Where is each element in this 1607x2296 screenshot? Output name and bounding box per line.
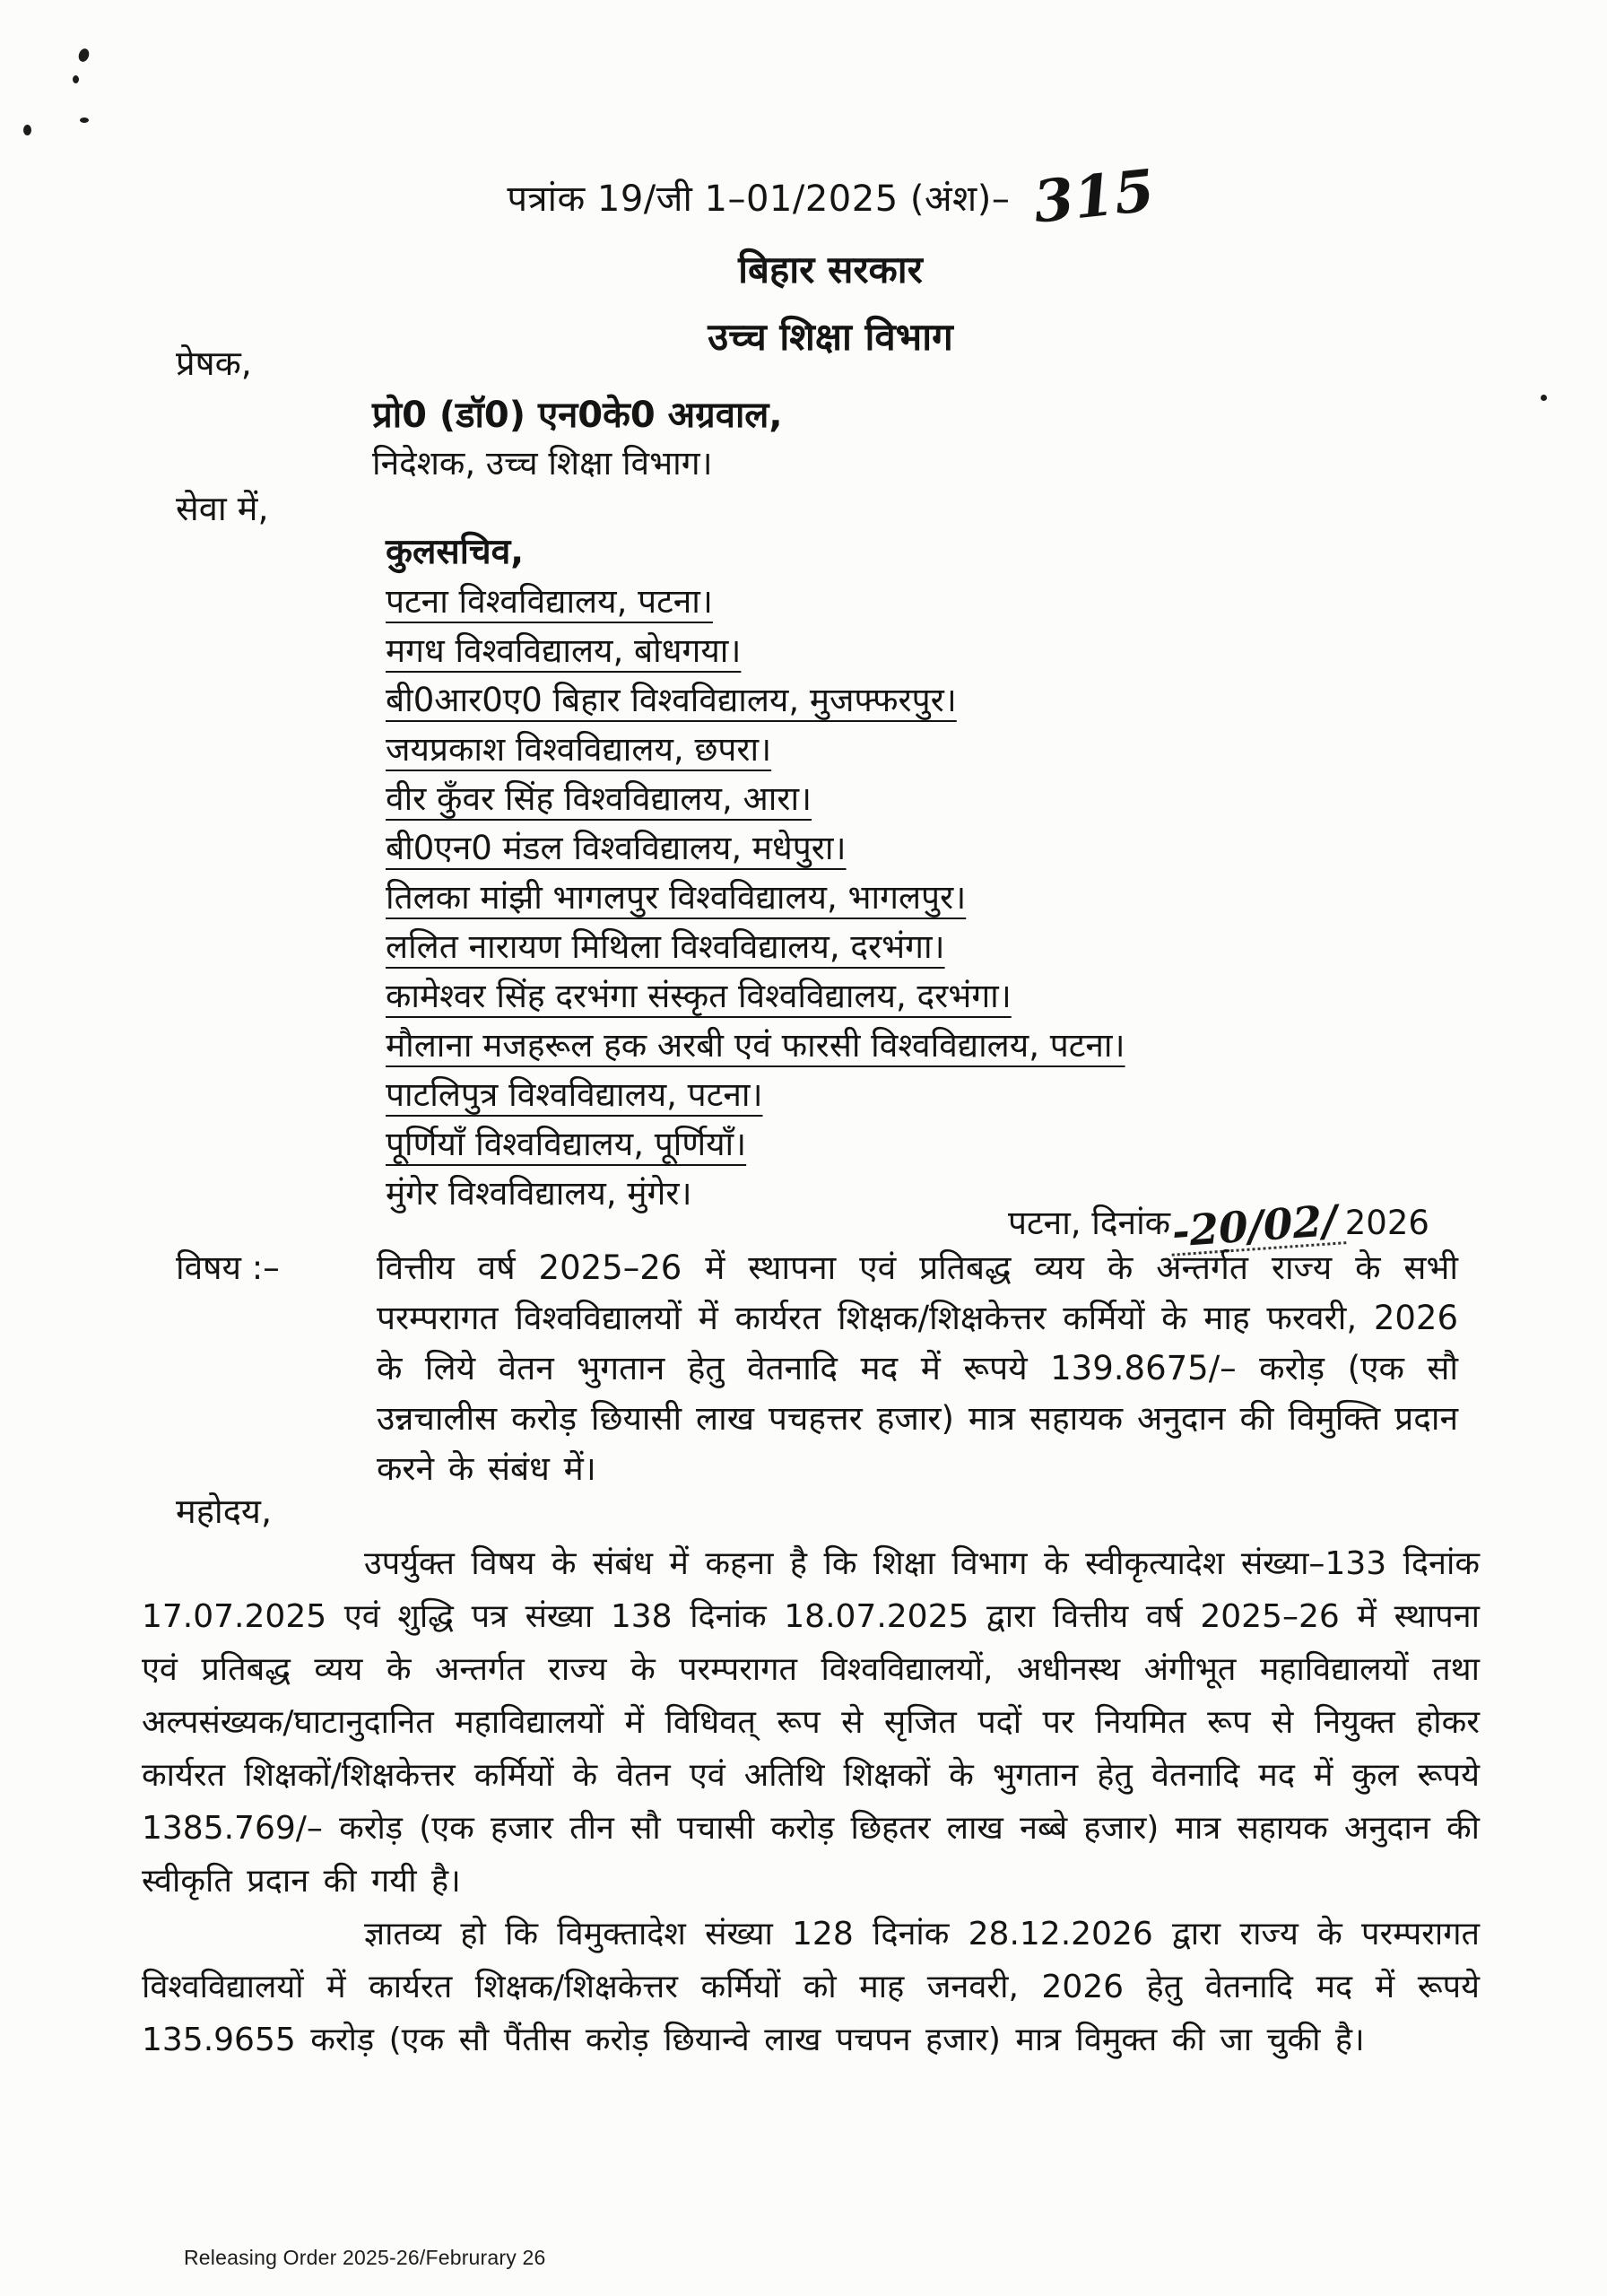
- reference-number: पत्रांक 19/जी 1–01/2025 (अंश)–: [507, 178, 1011, 220]
- handwritten-dispatch-number: 315: [1029, 157, 1158, 237]
- reference-number-line: [86, 157, 1575, 237]
- subject-row: [176, 1243, 1458, 1494]
- letterhead: [86, 157, 1575, 361]
- subject-label: विषय :–: [176, 1248, 280, 1287]
- letter-body: [142, 1537, 1480, 2066]
- recipient-university: पटना विश्वविद्यालय, पटना।: [386, 582, 713, 621]
- body-paragraph-2: ज्ञातव्य हो कि विमुक्तादेश संख्या 128 दिनांक 28.12.2026 द्वारा राज्य के परम्परागत विश्वविद्यालयों में कार्यरत शिक्षक/शिक्षकेत्तर कर्मियों को माह जनवरी, 2026 हेतु वेतनादि मद में रूपये 135.9655 करोड़ (एक सौ पैंतीस करोड़ छियान्वे लाख पचपन हजार) मात्र विमुक्त की जा चुकी है।: [142, 1916, 1480, 2058]
- dateline-place: पटना, दिनांक: [1008, 1204, 1171, 1242]
- ink-dot: [77, 48, 91, 64]
- recipient-university: तिलका मांझी भागलपुर विश्वविद्यालय, भागलपुर।: [386, 878, 967, 917]
- recipient-university: मुंगेर विश्वविद्यालय, मुंगेर।: [386, 1174, 692, 1213]
- sender-name: प्रो0 (डॉ0) एन0के0 अग्रवाल,: [372, 395, 783, 436]
- recipient-university: मौलाना मजहरूल हक अरबी एवं फारसी विश्वविद्यालय, पटना।: [386, 1026, 1125, 1065]
- ink-dot: [80, 117, 89, 123]
- sender-block: [372, 391, 783, 488]
- recipient-university: जयप्रकाश विश्वविद्यालय, छपरा।: [386, 730, 772, 769]
- recipient-list: [386, 527, 1125, 1218]
- sender-designation: निदेशक, उच्च शिक्षा विभाग।: [372, 444, 713, 483]
- recipient-university: वीर कुँवर सिंह विश्वविद्यालय, आरा।: [386, 779, 812, 818]
- recipient-university: बी0एन0 मंडल विश्वविद्यालय, मधेपुरा।: [386, 829, 847, 867]
- footer-note: Releasing Order 2025-26/Februrary 26: [184, 2246, 546, 2269]
- recipient-university: बी0आर0ए0 बिहार विश्वविद्यालय, मुजफ्फरपुर।: [386, 681, 957, 719]
- ink-dot: [73, 75, 79, 83]
- body-paragraph-1: उपर्युक्त विषय के संबंध में कहना है कि शिक्षा विभाग के स्वीकृत्यादेश संख्या–133 दिनांक 17.07.2025 एवं शुद्धि पत्र संख्या 138 दिनांक 18.07.2025 द्वारा वित्तीय वर्ष 2025–26 में स्थापना एवं प्रतिबद्ध व्यय के अन्तर्गत राज्य के परम्परागत विश्वविद्यालयों, अधीनस्थ अंगीभूत महाविद्यालयों तथा अल्पसंख्यक/घाटानुदानित महाविद्यालयों में विधिवत् रूप से सृजित पदों पर नियमित रूप से नियुक्त होकर कार्यरत शिक्षकों/शिक्षकेत्तर कर्मियों के वेतन एवं अतिथि शिक्षकों के भुगतान हेतु वेतनादि मद में कुल रूपये 1385.769/– करोड़ (एक हजार तीन सौ पचासी करोड़ छिहतर लाख नब्बे हजार) मात्र सहायक अनुदान की स्वीकृति प्रदान की गयी है।: [142, 1545, 1480, 1900]
- salutation: महोदय,: [176, 1492, 273, 1531]
- subject-text: वित्तीय वर्ष 2025–26 में स्थापना एवं प्रतिबद्ध व्यय के अन्तर्गत राज्य के सभी परम्परागत विश्वविद्यालयों में कार्यरत शिक्षक/शिक्षकेत्तर कर्मियों के माह फरवरी, 2026 के लिये वेतन भुगतान हेतु वेतनादि मद में रूपये 139.8675/– करोड़ (एक सौ उन्नचालीस करोड़ छियासी लाख पचहत्तर हजार) मात्र सहायक अनुदान की विमुक्ति प्रदान करने के संबंध में।: [377, 1248, 1458, 1488]
- recipient-label: सेवा में,: [176, 489, 269, 528]
- department-name: उच्च शिक्षा विभाग: [708, 315, 953, 359]
- recipient-title: कुलसचिव,: [386, 532, 525, 572]
- ink-dot: [1541, 395, 1547, 401]
- recipient-university: ललित नारायण मिथिला विश्वविद्यालय, दरभंगा।: [386, 927, 945, 966]
- government-name: बिहार सरकार: [738, 248, 923, 291]
- handwritten-date: -20/02/: [1169, 1203, 1346, 1256]
- ink-dot: [23, 125, 31, 135]
- recipient-university: कामेश्वर सिंह दरभंगा संस्कृत विश्वविद्यालय, दरभंगा।: [386, 977, 1012, 1015]
- recipient-university: मगध विश्वविद्यालय, बोधगया।: [386, 631, 742, 670]
- dateline-year: 2026: [1344, 1204, 1429, 1242]
- recipient-university: पूर्णियाँ विश्वविद्यालय, पूर्णियाँ।: [386, 1125, 747, 1163]
- recipient-university: पाटलिपुत्र विश्वविद्यालय, पटना।: [386, 1075, 763, 1114]
- sender-label: प्रेषक,: [176, 344, 252, 383]
